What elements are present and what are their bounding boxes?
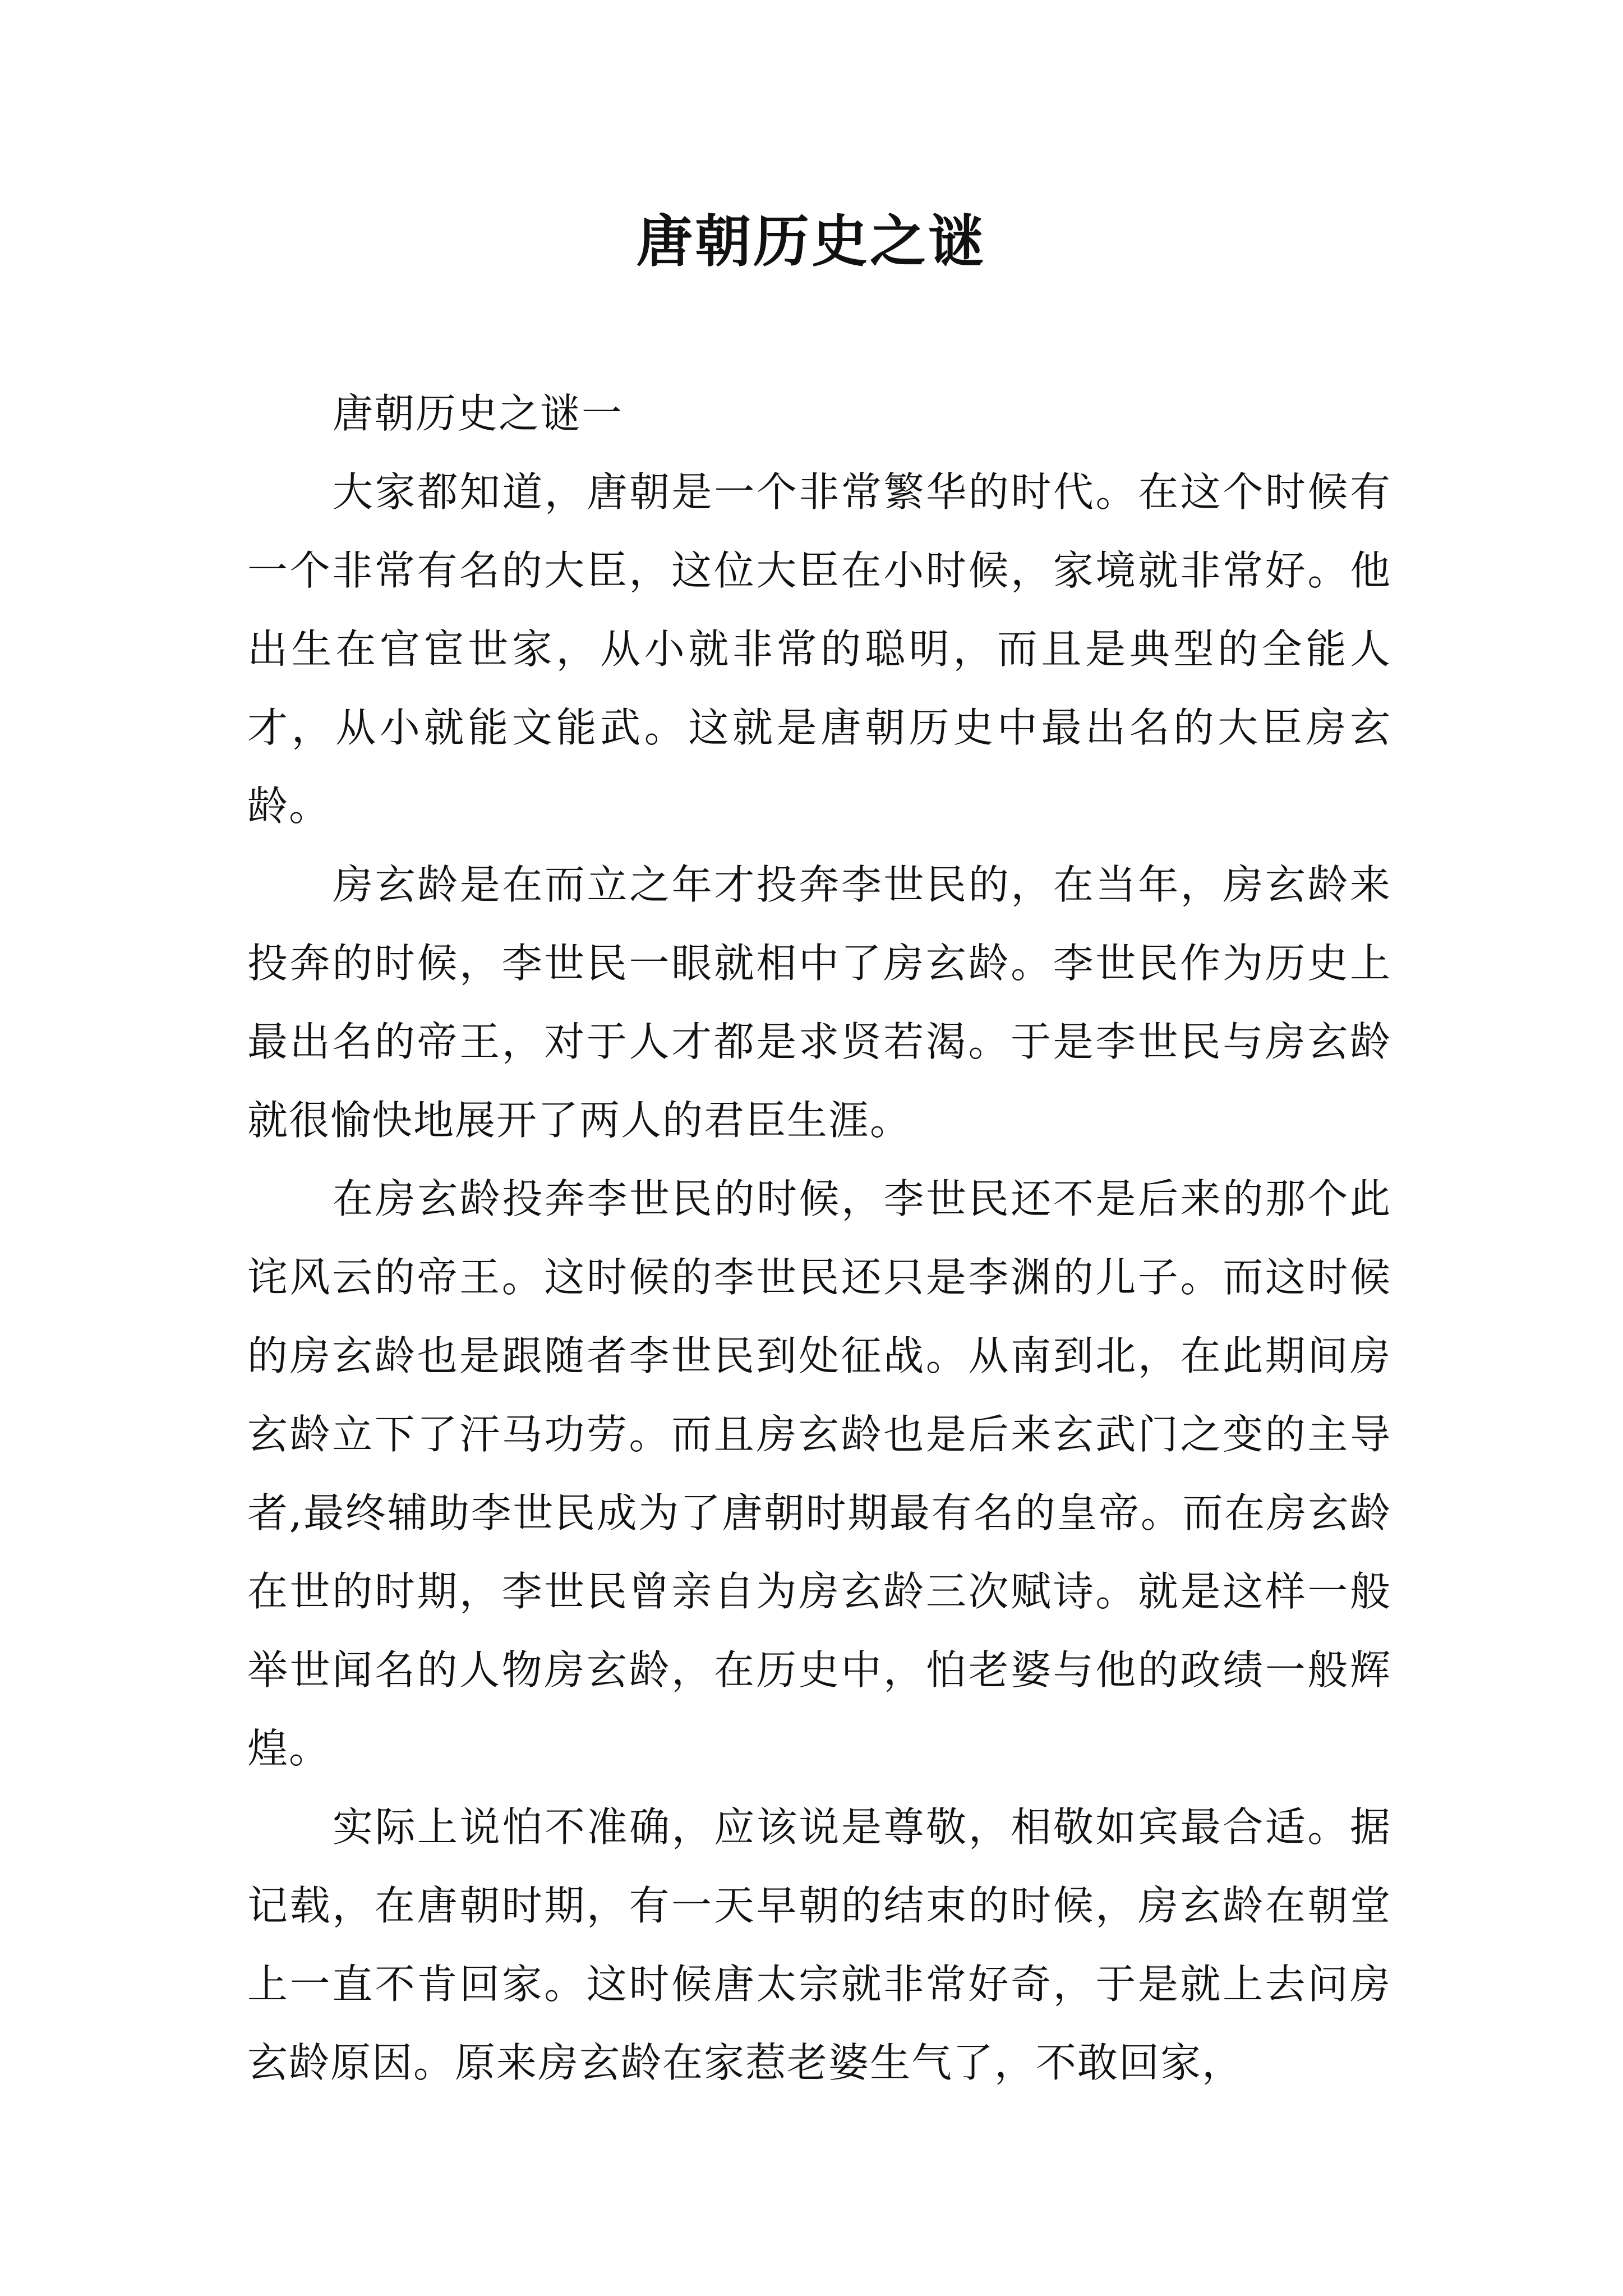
paragraph: 房玄龄是在而立之年才投奔李世民的，在当年，房玄龄来投奔的时候，李世民一眼就相中了房玄龄。李世民作为历史上最出名的帝王，对于人才都是求贤若渴。于是李世民与房玄龄就很愉快地展开了两人的君臣生涯。 bbox=[247, 861, 1391, 1144]
paragraph: 实际上说怕不准确，应该说是尊敬，相敬如宾最合适。据记载，在唐朝时期，有一天早朝的结束的时候，房玄龄在朝堂上一直不肯回家。这时候唐太宗就非常好奇，于是就上去问房玄龄原因。原来房玄龄在家惹老婆生气了，不敢回家， bbox=[247, 1803, 1391, 2086]
paragraph: 大家都知道，唐朝是一个非常繁华的时代。在这个时候有一个非常有名的大臣，这位大臣在小时候，家境就非常好。他出生在官宦世家，从小就非常的聪明，而且是典型的全能人才，从小就能文能武。这就是唐朝历史中最出名的大臣房玄龄。 bbox=[247, 468, 1391, 830]
document-title: 唐朝历史之谜 bbox=[637, 208, 986, 274]
paragraph: 在房玄龄投奔李世民的时候，李世民还不是后来的那个此诧风云的帝王。这时候的李世民还只是李渊的儿子。而这时候的房玄龄也是跟随者李世民到处征战。从南到北，在此期间房玄龄立下了汗马功劳。而且房玄龄也是后来玄武门之变的主导者,最终辅助李世民成为了唐朝时期最有名的皇帝。而在房玄龄在世的时期，李世民曾亲自为房玄龄三次赋诗。就是这样一般举世闻名的人物房玄龄，在历史中，怕老婆与他的政绩一般辉煌。 bbox=[247, 1175, 1391, 1772]
document-body bbox=[247, 374, 1391, 2102]
section-subheading: 唐朝历史之谜一 bbox=[333, 390, 624, 437]
